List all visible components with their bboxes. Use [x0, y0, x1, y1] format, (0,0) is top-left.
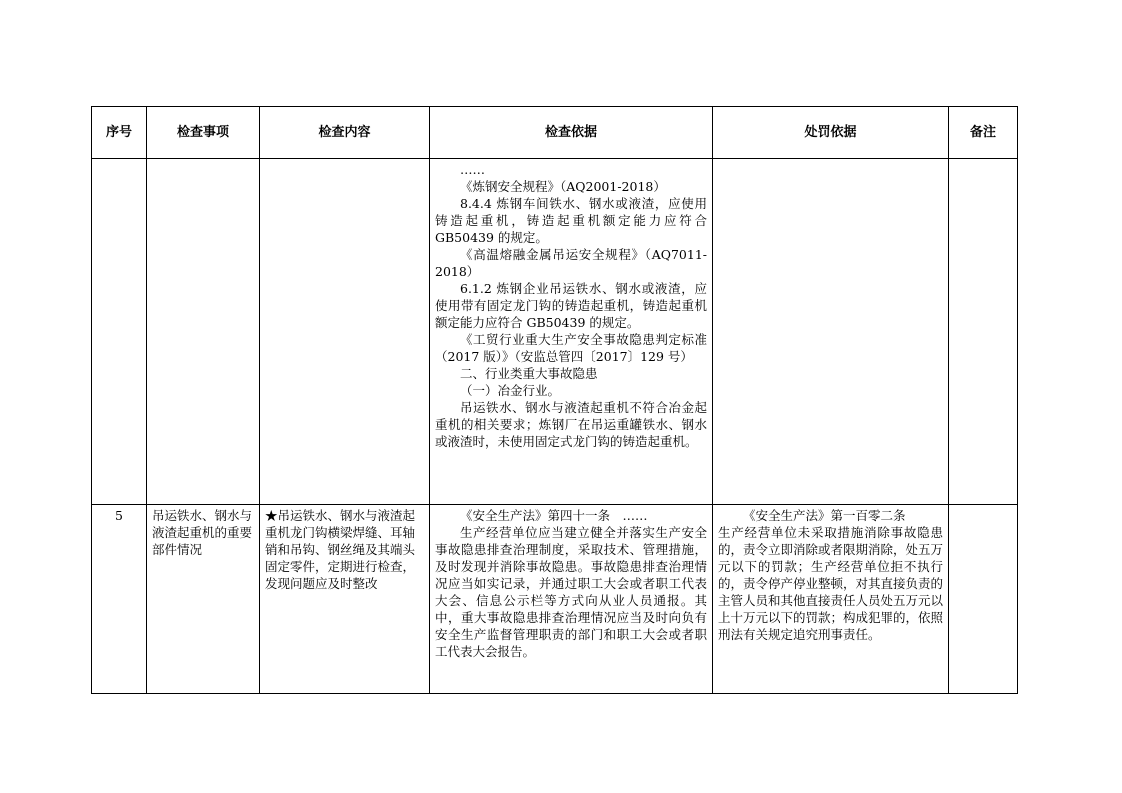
header-item: 检查事项 [147, 107, 260, 159]
cell-item [147, 159, 260, 505]
penalty-paragraph: 生产经营单位未采取措施消除事故隐患的，责令立即消除或者限期消除，处五万元以下的罚款；生产经营单位拒不执行的，责令停产停业整顿，对其直接负责的主管人员和其他直接责任人员处五万元以上十万元以下的罚款；构成犯罪的，依照刑法有关规定追究刑事责任。 [718, 525, 944, 642]
cell-basis [430, 505, 713, 694]
basis-paragraph: 6.1.2 炼钢企业吊运铁水、钢水或液渣，应使用带有固定龙门钩的铸造起重机，铸造起重机额定能力应符合 GB50439 的规定。 [435, 281, 707, 330]
cell-penalty [713, 159, 949, 505]
basis-paragraph: （一）冶金行业。 [460, 383, 561, 398]
cell-item: 吊运铁水、钢水与液渣起重机的重要部件情况 [147, 505, 260, 694]
basis-paragraph: 《工贸行业重大生产安全事故隐患判定标准（2017 版）》（安监总管四〔2017〕129 号） [435, 332, 707, 364]
basis-paragraph: 8.4.4 炼钢车间铁水、钢水或液渣，应使用铸造起重机，铸造起重机额定能力应符合 GB50439 的规定。 [435, 196, 707, 245]
header-penalty: 处罚依据 [713, 107, 949, 159]
table-row [92, 505, 1018, 694]
basis-ellipsis: …… [460, 162, 485, 177]
cell-remark [949, 159, 1018, 505]
cell-penalty [713, 505, 949, 694]
cell-basis [430, 159, 713, 505]
header-basis: 检查依据 [430, 107, 713, 159]
inspection-table [91, 106, 1018, 694]
table-row-continued [92, 159, 1018, 505]
penalty-paragraph: 《安全生产法》第一百零二条 [743, 508, 906, 523]
basis-paragraph: 《高温熔融金属吊运安全规程》（AQ7011-2018） [435, 247, 707, 279]
basis-paragraph: 《炼钢安全规程》（AQ2001-2018） [460, 179, 666, 194]
table-header-row [92, 107, 1018, 159]
cell-remark [949, 505, 1018, 694]
basis-paragraph: 生产经营单位应当建立健全并落实生产安全事故隐患排查治理制度，采取技术、管理措施，及时发现并消除事故隐患。事故隐患排查治理情况应当如实记录，并通过职工大会或者职工代表大会、信息公示栏等方式向从业人员通报。其中，重大事故隐患排查治理情况应当及时向负有安全生产监督管理职责的部门和职工大会或者职工代表大会报告。 [435, 525, 707, 659]
cell-content [260, 159, 430, 505]
header-content: 检查内容 [260, 107, 430, 159]
cell-content: ★吊运铁水、钢水与液渣起重机龙门钩横梁焊缝、耳轴销和吊钩、钢丝绳及其端头固定零件，定期进行检查，发现问题应及时整改 [260, 505, 430, 694]
header-remark: 备注 [949, 107, 1018, 159]
header-number: 序号 [92, 107, 147, 159]
cell-number: 5 [92, 505, 147, 694]
basis-paragraph: 吊运铁水、钢水与液渣起重机不符合冶金起重机的相关要求；炼钢厂在吊运重罐铁水、钢水或液渣时，未使用固定式龙门钩的铸造起重机。 [435, 400, 707, 449]
cell-number [92, 159, 147, 505]
basis-paragraph: 《安全生产法》第四十一条 …… [460, 508, 648, 523]
basis-paragraph: 二、行业类重大事故隐患 [460, 366, 598, 381]
